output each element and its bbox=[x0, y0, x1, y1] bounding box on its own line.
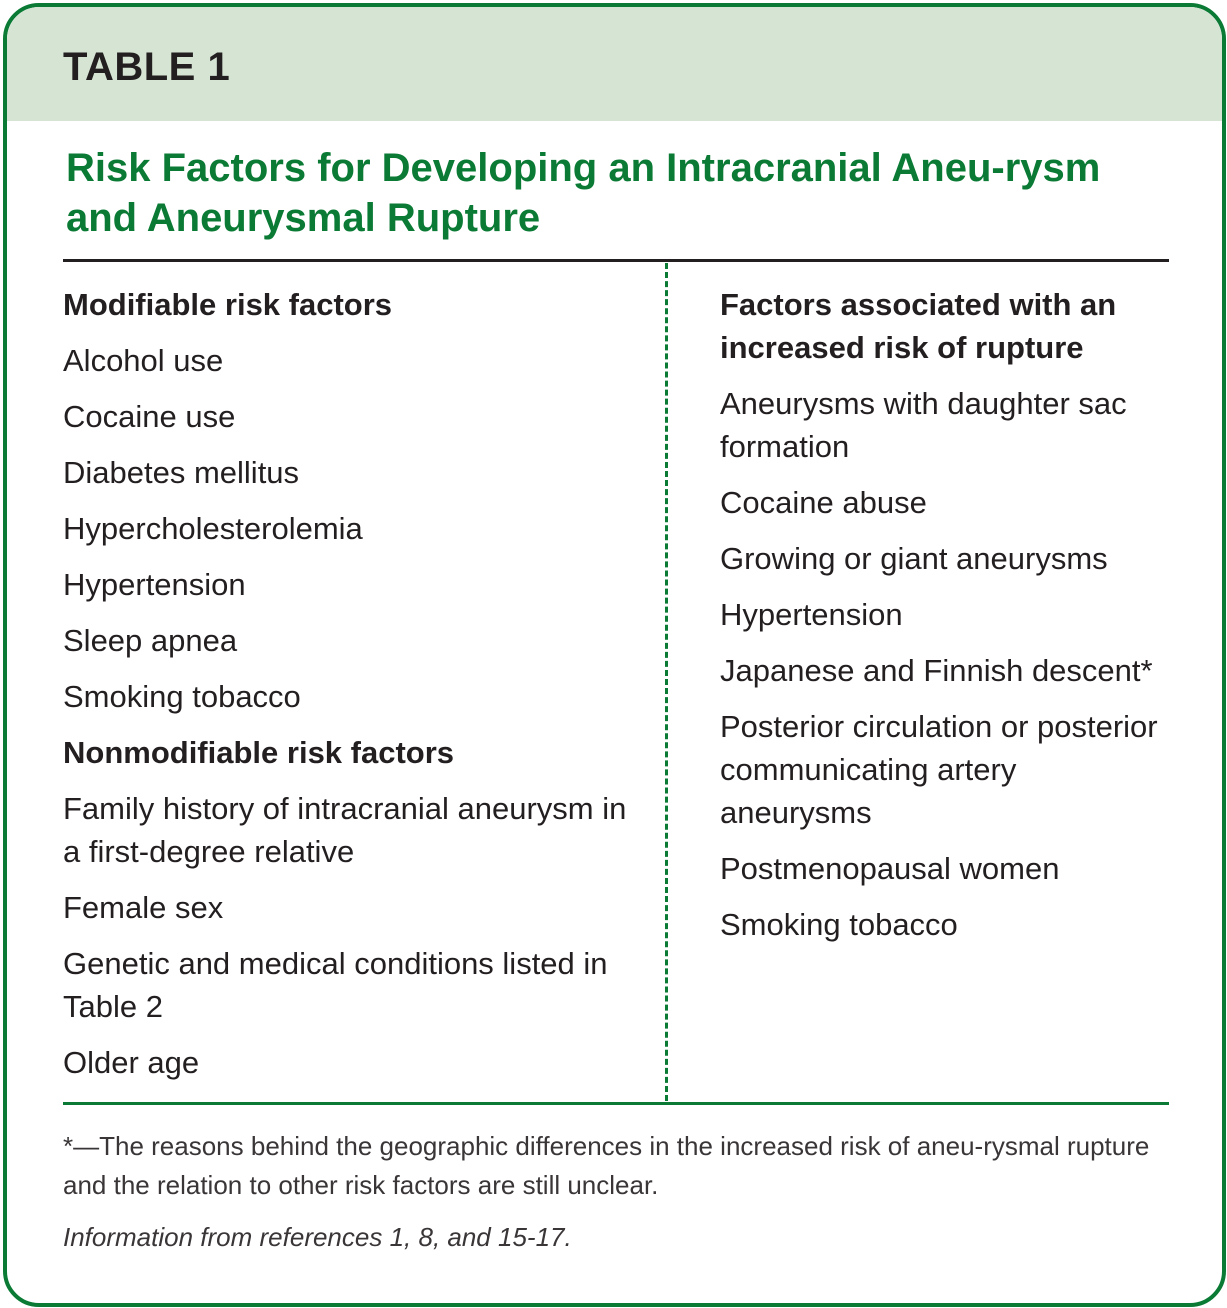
table-title: Risk Factors for Developing an Intracranial Aneu-rysm and Aneurysmal Rupture bbox=[66, 146, 1101, 240]
list-item: Sleep apnea bbox=[63, 623, 238, 658]
list-item: Family history of intracranial aneurysm in a first-degree relative bbox=[63, 791, 627, 869]
list-item: Genetic and medical conditions listed in Table 2 bbox=[63, 946, 608, 1024]
list-item: Hypertension bbox=[63, 567, 246, 602]
list-item: Diabetes mellitus bbox=[63, 455, 300, 490]
list-item: Posterior circulation or posterior communicating artery aneurysms bbox=[720, 709, 1158, 830]
modifiable-heading: Modifiable risk factors bbox=[63, 287, 393, 322]
left-column bbox=[63, 283, 643, 1097]
list-item: Smoking tobacco bbox=[63, 679, 301, 714]
rupture-risk-heading: Factors associated with an increased risk of rupture bbox=[720, 287, 1117, 365]
list-item: Growing or giant aneurysms bbox=[720, 541, 1108, 576]
list-item: Older age bbox=[63, 1045, 200, 1080]
footnote: *—The reasons behind the geographic differences in the increased risk of aneu-rysmal rupture and the relation to other risk factors are still unclear. bbox=[63, 1131, 1150, 1200]
nonmodifiable-heading: Nonmodifiable risk factors bbox=[63, 735, 455, 770]
list-item: Female sex bbox=[63, 890, 224, 925]
list-item: Postmenopausal women bbox=[720, 851, 1060, 886]
bottom-rule bbox=[63, 1102, 1169, 1105]
column-divider bbox=[665, 263, 668, 1101]
list-item: Aneurysms with daughter sac formation bbox=[720, 386, 1127, 464]
list-item: Hypertension bbox=[720, 597, 903, 632]
table-banner bbox=[7, 7, 1222, 121]
list-item: Japanese and Finnish descent* bbox=[720, 653, 1153, 688]
list-item: Cocaine abuse bbox=[720, 485, 927, 520]
list-item: Smoking tobacco bbox=[720, 907, 958, 942]
source-note: Information from references 1, 8, and 15-17. bbox=[63, 1222, 572, 1252]
list-item: Cocaine use bbox=[63, 399, 236, 434]
list-item: Hypercholesterolemia bbox=[63, 511, 363, 546]
table-label: TABLE 1 bbox=[63, 45, 231, 89]
table-card bbox=[3, 3, 1226, 1307]
list-item: Alcohol use bbox=[63, 343, 224, 378]
top-rule bbox=[63, 259, 1169, 262]
right-column bbox=[720, 283, 1160, 959]
